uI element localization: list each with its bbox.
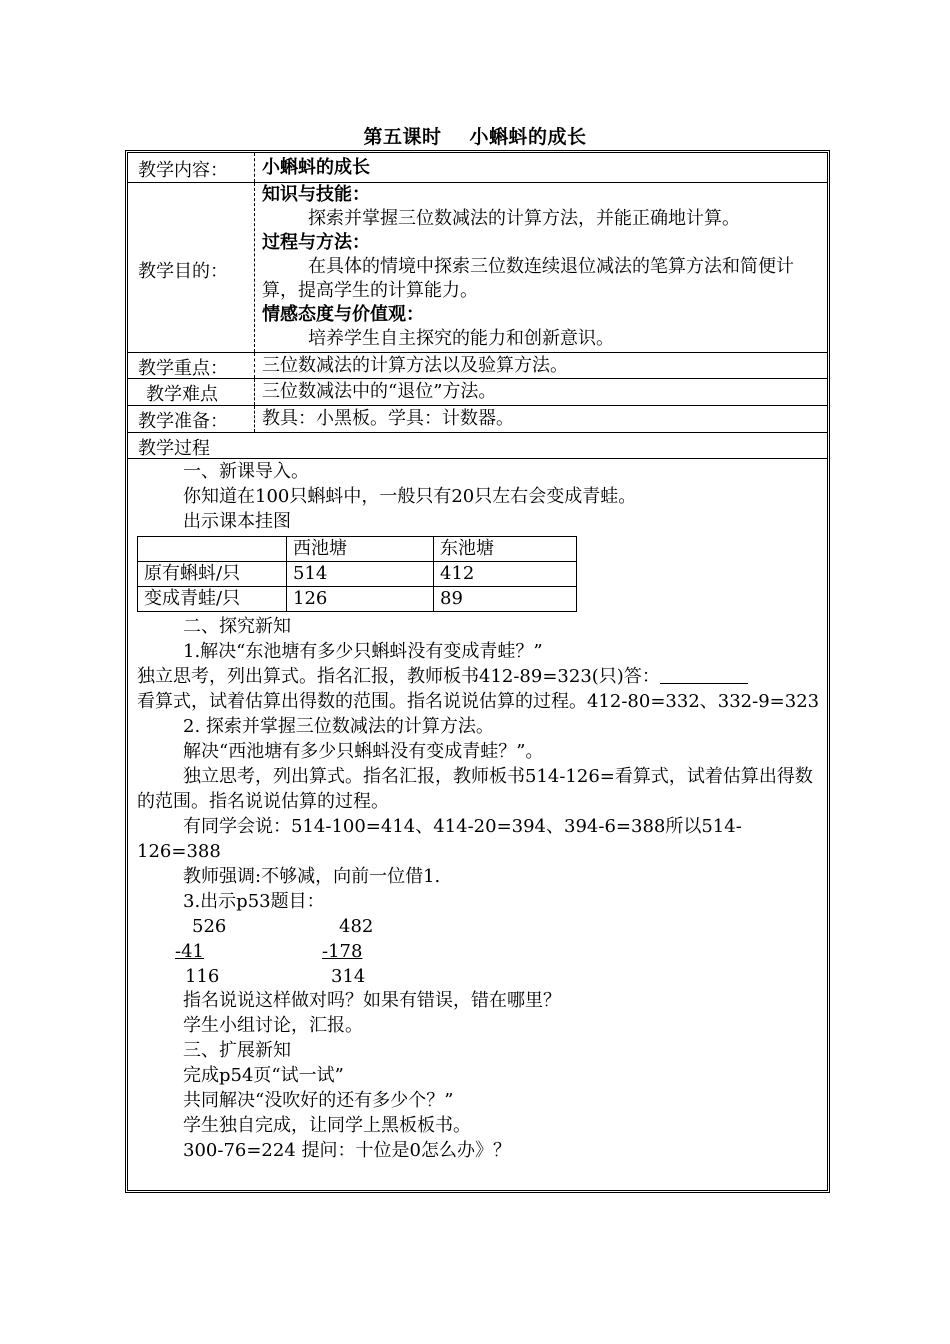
prep-value: 教具：小黑板。学具：计数器。 (262, 408, 514, 429)
section-intro: 一、新课导入。 (183, 461, 309, 482)
lesson-name: 小蝌蚪的成长 (469, 126, 587, 148)
paragraph: 看算式，试着估算出得数的范围。指名说说估算的过程。412-80=332、332-9=323 (137, 691, 820, 712)
row-process-header (128, 433, 827, 459)
paragraph: 学生小组讨论，汇报。 (183, 1015, 363, 1036)
answer-blank (660, 665, 748, 684)
goal-heading-knowledge: 知识与技能： (262, 184, 370, 205)
table-header-row (138, 537, 577, 562)
pond-data-table (137, 536, 577, 612)
calc-a-minuend: 526 (192, 916, 227, 937)
table-cell: 514 (287, 562, 434, 587)
goal-heading-attitude: 情感态度与价值观： (262, 304, 424, 325)
difficulty-value: 三位数减法中的“退位”方法。 (262, 381, 497, 402)
paragraph: 独立思考，列出算式。指名汇报，教师板书514-126=看算式，试着估算出得数的范围。指名说说估算的过程。 (137, 766, 813, 812)
goal-text-process: 在具体的情境中探索三位数连续退位减法的笔算方法和简便计算，提高学生的计算能力。 (262, 256, 794, 301)
paragraph: 共同解决“没吹好的还有多少个？” (183, 1090, 454, 1111)
row-goals (128, 183, 827, 353)
table-cell: 变成青蛙/只 (138, 587, 287, 612)
table-row (138, 562, 577, 587)
prep-label: 教学准备： (138, 411, 228, 432)
lesson-plan-table (125, 150, 830, 1193)
key-value: 三位数减法的计算方法以及验算方法。 (262, 355, 568, 376)
goals-value (262, 183, 821, 351)
process-body (137, 459, 821, 1163)
row-preparation (128, 406, 827, 433)
paragraph: 完成p54页“试一试” (183, 1065, 344, 1086)
table-cell: 126 (287, 587, 434, 612)
calc-b-minuend: 482 (339, 916, 374, 937)
content-value: 小蝌蚪的成长 (262, 157, 370, 178)
calc-a-subtrahend: -41 (175, 941, 204, 962)
section-extend: 三、扩展新知 (183, 1040, 291, 1061)
table-cell: 原有蝌蚪/只 (138, 562, 287, 587)
row-content (128, 153, 827, 183)
vertical-calculations (137, 914, 821, 988)
table-row (138, 587, 577, 612)
goal-text-attitude: 培养学生自主探究的能力和创新意识。 (308, 328, 614, 349)
goal-heading-process: 过程与方法： (262, 232, 370, 253)
paragraph: 有同学会说：514-100=414、414-20=394、394-6=388所以514-126=388 (137, 816, 742, 862)
paragraph: 3.出示p53题目： (183, 891, 325, 912)
paragraph: 解决“西池塘有多少只蝌蚪没有变成青蛙？”。 (183, 741, 544, 762)
table-header-cell: 西池塘 (287, 537, 434, 562)
calc-b-subtrahend: -178 (322, 941, 363, 962)
goals-label: 教学目的： (138, 261, 228, 282)
paragraph: 300-76=224 提问：十位是0怎么办》？ (183, 1140, 511, 1161)
paragraph: 指名说说这样做对吗？如果有错误，错在哪里？ (183, 990, 561, 1011)
goal-text-knowledge: 探索并掌握三位数减法的计算方法，并能正确地计算。 (308, 208, 740, 229)
page-title (0, 122, 950, 149)
process-label: 教学过程 (138, 438, 210, 459)
table-header-cell: 东池塘 (434, 537, 577, 562)
difficulty-label: 教学难点 (146, 384, 218, 405)
paragraph: 学生独自完成，让同学上黑板板书。 (183, 1115, 471, 1136)
table-cell: 89 (434, 587, 577, 612)
paragraph: 教师强调:不够减，向前一位借1. (183, 866, 441, 887)
paragraph: 出示课本挂图 (183, 511, 291, 532)
row-key-point (128, 353, 827, 379)
paragraph: 1.解决“东池塘有多少只蝌蚪没有变成青蛙？” (183, 641, 543, 662)
calc-b-result: 314 (331, 966, 366, 987)
row-difficulty (128, 379, 827, 406)
table-header-cell (138, 537, 287, 562)
section-explore: 二、探究新知 (183, 616, 291, 637)
key-label: 教学重点： (138, 358, 228, 379)
calc-a-result: 116 (185, 966, 220, 987)
paragraph: 2. 探索并掌握三位数减法的计算方法。 (183, 716, 494, 737)
lesson-number: 第五课时 (363, 126, 442, 148)
content-label: 教学内容： (138, 160, 228, 181)
paragraph-text: 独立思考，列出算式。指名汇报，教师板书412-89=323(只)答： (137, 666, 660, 687)
paragraph-with-blank (137, 664, 821, 689)
paragraph: 你知道在100只蝌蚪中，一般只有20只左右会变成青蛙。 (183, 486, 637, 507)
table-cell: 412 (434, 562, 577, 587)
